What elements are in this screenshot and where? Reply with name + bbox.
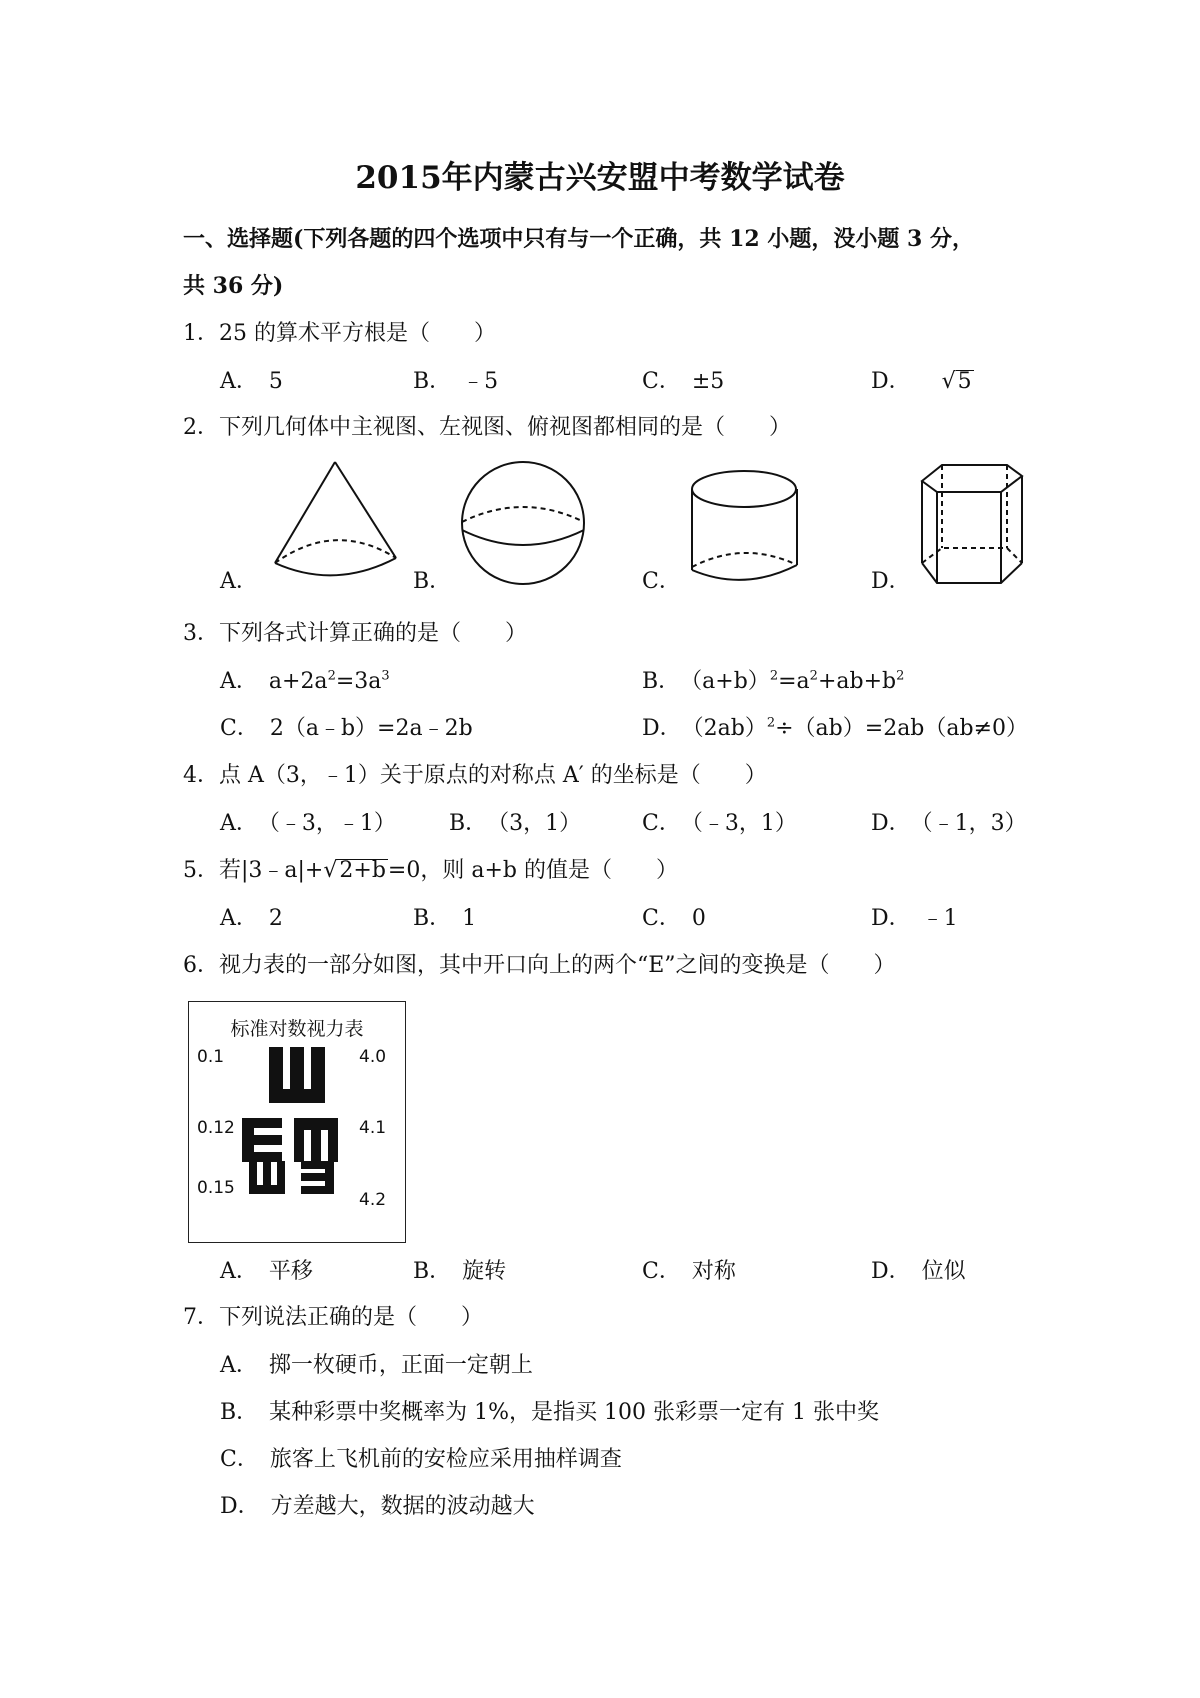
q4-option-a: A． （﹣3，﹣1） [220, 811, 396, 836]
q6-option-d: D． 位似 [871, 1259, 966, 1284]
q5-option-c: C． 0 [642, 906, 706, 931]
q3-b-exp2: 2 [809, 668, 818, 684]
eye-chart [188, 1001, 406, 1243]
q1-stem: 1．25 的算术平方根是（ ） [183, 321, 496, 346]
q2-option-a: A． [220, 569, 258, 594]
q3-a-part1: A． a+2a [220, 669, 328, 694]
q3-d-exp: 2 [766, 715, 776, 731]
q5-option-a: A． 2 [220, 906, 283, 931]
sqrt-icon: √ [323, 858, 338, 883]
q7-option-b: B． 某种彩票中奖概率为 1%，是指买 100 张彩票一定有 1 张中奖 [220, 1400, 880, 1425]
eye-chart-left-label: 0.12 [197, 1118, 235, 1138]
page-title: 2015年内蒙古兴安盟中考数学试卷 [355, 160, 845, 196]
q5-stem-part1: 5．若|3﹣a|+ [183, 858, 324, 883]
q7-option-a: A． 掷一枚硬币，正面一定朝上 [220, 1353, 533, 1378]
q5-stem [183, 853, 678, 884]
q3-a-part2: =3a [335, 669, 382, 694]
e-symbol-up-large [269, 1047, 325, 1103]
e-symbol-down [294, 1118, 338, 1162]
q4-stem: 4．点 A（3，﹣1）关于原点的对称点 A′ 的坐标是（ ） [183, 763, 767, 788]
q1-option-d-label: D． [871, 369, 911, 394]
q3-b-part2: =a [778, 669, 810, 694]
q5-option-b: B． 1 [413, 906, 477, 931]
q1-option-a: A． 5 [220, 369, 283, 394]
q2-option-c: C． [642, 569, 681, 594]
q3-option-c: C． 2（a﹣b）=2a﹣2b [220, 716, 473, 741]
e-symbol-up-small [249, 1161, 285, 1194]
q3-d-part2: ÷（ab）=2ab（ab≠0） [775, 716, 1029, 741]
q2-option-d: D． [871, 569, 911, 594]
q1-option-d-radicand: 5 [957, 369, 972, 394]
q4-option-d: D． （﹣1，3） [871, 811, 1027, 836]
eye-chart-left-label: 0.1 [197, 1047, 225, 1067]
q1-option-c: C． ±5 [642, 369, 725, 394]
eye-chart-symbols [189, 1002, 405, 1242]
q3-stem: 3．下列各式计算正确的是（ ） [183, 621, 527, 646]
q3-option-d [642, 711, 1028, 742]
q2-option-b: B． [413, 569, 452, 594]
sphere-figure [462, 462, 584, 584]
eye-chart-right-label: 4.1 [359, 1118, 387, 1138]
q7-stem: 7．下列说法正确的是（ ） [183, 1305, 483, 1330]
section-heading-line2: 共 36 分) [183, 273, 284, 299]
q3-b-exp3: 2 [896, 668, 905, 684]
q3-b-exp1: 2 [769, 668, 779, 684]
eye-chart-right-label: 4.2 [359, 1190, 387, 1210]
q5-stem-radicand: 2+b [339, 858, 386, 883]
q6-option-c: C． 对称 [642, 1259, 736, 1284]
q5-stem-part2: =0，则 a+b 的值是（ ） [387, 858, 678, 883]
q3-b-part3: +ab+b [817, 669, 897, 694]
q4-option-c: C． （﹣3，1） [642, 811, 797, 836]
q3-a-exp1: 2 [327, 668, 336, 684]
section-heading-line1: 一、选择题(下列各题的四个选项中只有与一个正确，共 12 小题，没小题 3 分， [183, 226, 974, 252]
q3-a-exp2: 3 [381, 668, 390, 684]
q7-option-d: D． 方差越大，数据的波动越大 [220, 1494, 535, 1519]
q6-option-b: B． 旋转 [413, 1259, 507, 1284]
q7-option-c: C． 旅客上飞机前的安检应采用抽样调查 [220, 1447, 622, 1472]
eye-chart-right-label: 4.0 [359, 1047, 387, 1067]
q1-option-b: B． ﹣5 [413, 369, 499, 394]
hexagonal-prism-figure [922, 465, 1022, 583]
q3-d-part1: D． （2ab） [642, 716, 767, 741]
q6-stem: 6．视力表的一部分如图，其中开口向上的两个“E”之间的变换是（ ） [183, 953, 896, 978]
q2-stem: 2．下列几何体中主视图、左视图、俯视图都相同的是（ ） [183, 415, 791, 440]
cone-figure [275, 462, 396, 575]
q5-option-d: D． ﹣1 [871, 906, 958, 931]
eye-chart-left-label: 0.15 [197, 1178, 235, 1198]
q3-option-a [220, 664, 390, 695]
cylinder-figure [692, 471, 797, 580]
e-symbol-right [242, 1118, 282, 1162]
e-symbol-left [301, 1161, 334, 1194]
q6-option-a: A． 平移 [220, 1259, 313, 1284]
sqrt-icon: √ [941, 369, 956, 394]
q3-option-b [642, 664, 904, 695]
q3-b-part1: B． （a+b） [642, 669, 770, 694]
q4-option-b: B． （3，1） [449, 811, 582, 836]
eye-chart-title: 标准对数视力表 [230, 1018, 364, 1040]
